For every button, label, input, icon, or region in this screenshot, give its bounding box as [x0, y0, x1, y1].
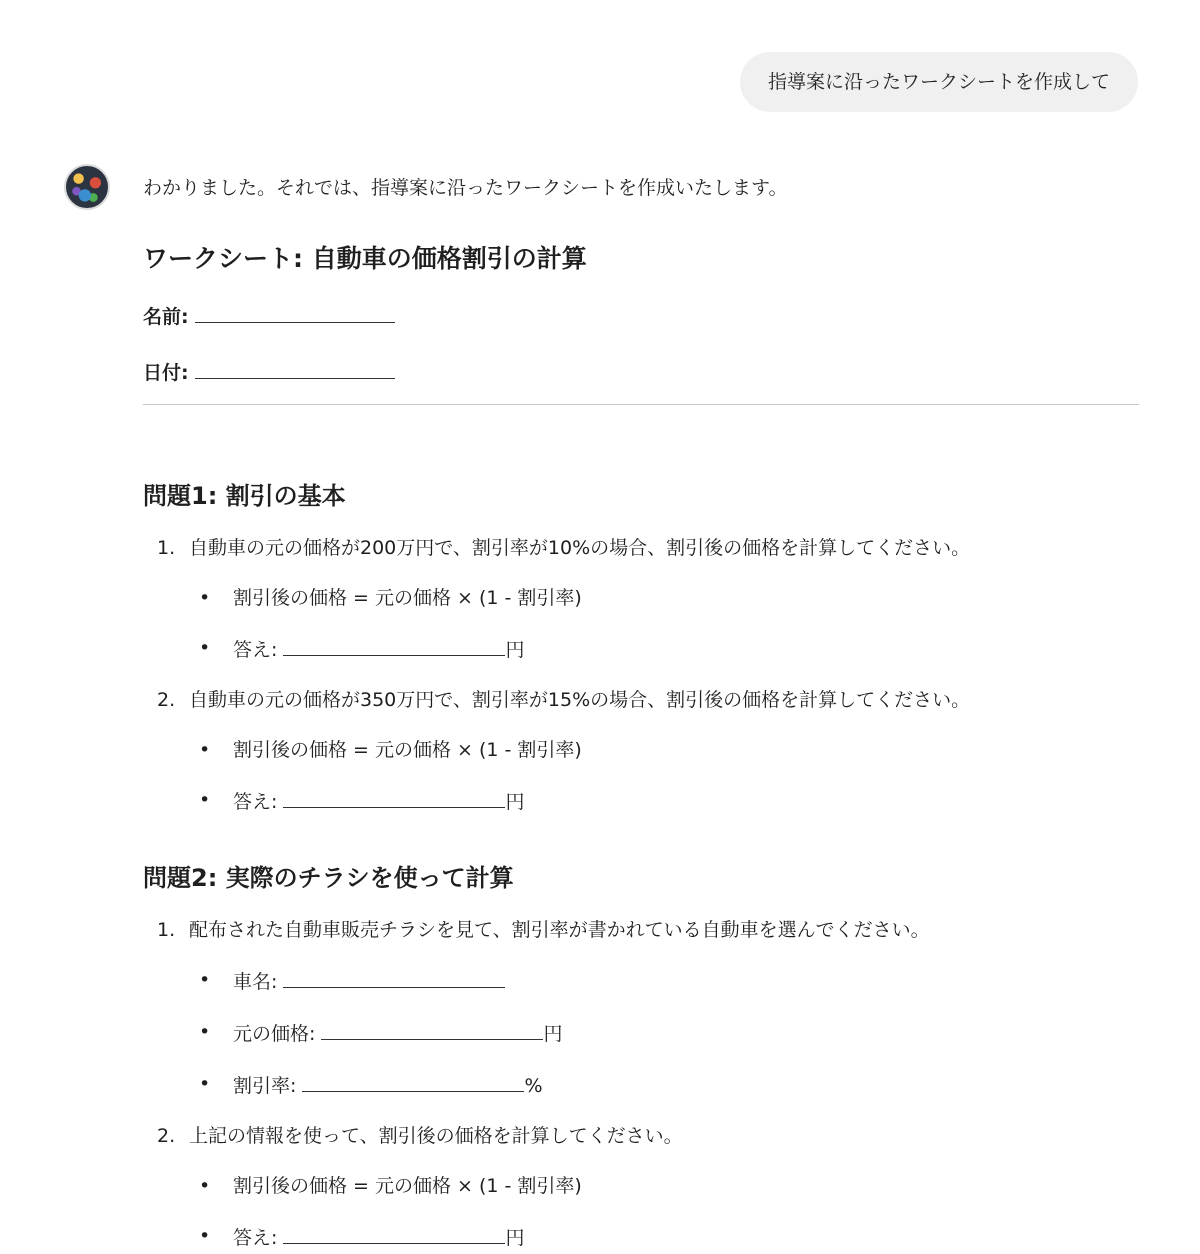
sub-list [189, 1171, 1139, 1253]
answer-blank [283, 633, 505, 656]
car-name-blank [283, 965, 505, 988]
date-label: 日付: [143, 362, 189, 384]
date-blank [195, 356, 395, 379]
problem1-heading: 問題1: 割引の基本 [143, 482, 346, 510]
name-label: 名前: [143, 306, 189, 328]
discount-rate-blank [302, 1069, 524, 1092]
bullet-icon: • [199, 789, 211, 811]
list-item [143, 685, 1139, 817]
original-price-blank [321, 1017, 543, 1040]
answer-unit: 円 [505, 791, 525, 813]
formula-item [189, 735, 1139, 765]
sub-list [189, 965, 1139, 1101]
name-blank [195, 300, 395, 323]
formula-text: 割引後の価格 = 元の価格 × (1 - 割引率) [233, 1175, 582, 1197]
bullet-icon: • [199, 1175, 211, 1197]
list-item [143, 1121, 1139, 1253]
user-message-bubble: 指導案に沿ったワークシートを作成して [740, 52, 1138, 112]
list-item [143, 915, 1139, 1101]
bullet-icon: • [199, 637, 211, 659]
item-number: 1. [157, 919, 176, 941]
answer-label: 答え: [233, 791, 278, 813]
item-text: 自動車の元の価格が200万円で、割引率が10%の場合、割引後の価格を計算してください。 [189, 537, 971, 559]
bullet-icon: • [199, 969, 211, 991]
sub-list [189, 735, 1139, 817]
worksheet-title: ワークシート: 自動車の価格割引の計算 [143, 244, 587, 273]
item-number: 2. [157, 1125, 176, 1147]
answer-item [189, 1221, 1139, 1253]
formula-text: 割引後の価格 = 元の価格 × (1 - 割引率) [233, 739, 582, 761]
answer-blank [283, 785, 505, 808]
list-item [143, 533, 1139, 665]
car-name-label: 車名: [233, 971, 278, 993]
problem2-list [143, 915, 1139, 1253]
original-price-label: 元の価格: [233, 1023, 316, 1045]
item-number: 2. [157, 689, 176, 711]
answer-item [189, 633, 1139, 665]
divider [143, 404, 1139, 405]
discount-rate-label: 割引率: [233, 1075, 297, 1097]
bullet-icon: • [199, 1021, 211, 1043]
original-price-item [189, 1017, 1139, 1049]
formula-item [189, 583, 1139, 613]
discount-rate-item [189, 1069, 1139, 1101]
answer-unit: 円 [505, 639, 525, 661]
formula-item [189, 1171, 1139, 1201]
car-name-item [189, 965, 1139, 997]
problem1-list [143, 533, 1139, 817]
problem2-heading: 問題2: 実際のチラシを使って計算 [143, 864, 514, 892]
answer-label: 答え: [233, 1227, 278, 1249]
item-text: 自動車の元の価格が350万円で、割引率が15%の場合、割引後の価格を計算してください。 [189, 689, 971, 711]
bullet-icon: • [199, 1073, 211, 1095]
item-number: 1. [157, 537, 176, 559]
name-field [143, 300, 1139, 332]
answer-item [189, 785, 1139, 817]
rate-unit: % [524, 1075, 543, 1097]
bullet-icon: • [199, 587, 211, 609]
bullet-icon: • [199, 1225, 211, 1247]
assistant-intro: わかりました。それでは、指導案に沿ったワークシートを作成いたします。 [143, 177, 788, 199]
bullet-icon: • [199, 739, 211, 761]
answer-blank [283, 1221, 505, 1244]
item-text: 配布された自動車販売チラシを見て、割引率が書かれている自動車を選んでください。 [189, 919, 930, 941]
assistant-avatar [64, 164, 110, 210]
sub-list [189, 583, 1139, 665]
price-unit: 円 [543, 1023, 563, 1045]
assistant-response [143, 170, 1139, 1253]
item-text: 上記の情報を使って、割引後の価格を計算してください。 [189, 1125, 683, 1147]
date-field [143, 356, 1139, 388]
answer-label: 答え: [233, 639, 278, 661]
formula-text: 割引後の価格 = 元の価格 × (1 - 割引率) [233, 587, 582, 609]
answer-unit: 円 [505, 1227, 525, 1249]
